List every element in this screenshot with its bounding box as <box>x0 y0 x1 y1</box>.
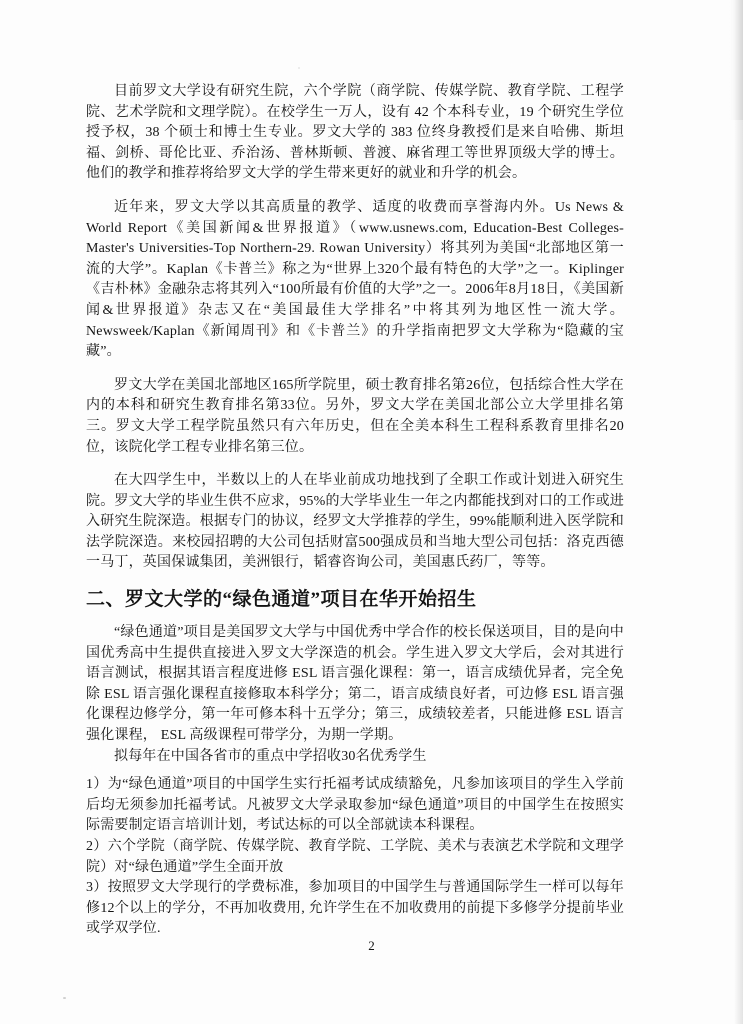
scan-speck <box>63 997 66 999</box>
section-lead-paragraph: “绿色通道”项目是美国罗文大学与中国优秀中学合作的校长保送项目，目的是向中国优秀高中生提供直接进入罗文大学深造的机会。学生进入罗文大学后，会对其进行语言测试，根据其语言程度进修 ESL 语言强化课程：第一，语言成绩优异者，完全免除 ESL 语言强化课程直接修取本科学分；第二，语言成绩良好者，可边修 ESL 语言强化课程边修学分，第一年可修本科十五学分；第三，成绩较差者，只能进修 ESL 语言强化课程， ESL 高级课程可带学分，为期一学期。 <box>86 625 624 744</box>
body-paragraph-university-overview: 目前罗文大学设有研究生院，六个学院（商学院、传媒学院、教育学院、工程学院、艺术学院和文理学院）。在校学生一万人，设有 42 个本科专业，19 个研究生学位授予权，38 个硕士和博士生专业。罗文大学的 383 位终身教授们是来自哈佛、斯坦福、剑桥、哥伦比亚、乔治汤、普林斯顿、普渡、麻省理工等世界顶级大学的博士。他们的教学和推荐将给罗文大学的学生带来更好的就业和升学的机会。 <box>86 84 624 182</box>
scan-edge-shadow-top <box>729 0 743 120</box>
body-paragraph-graduate-outcomes: 在大四学生中，半数以上的人在毕业前成功地找到了全职工作或计划进入研究生院。罗文大学的毕业生供不应求，95%的大学毕业生一年之内都能找到对口的工作或进入研究生院深造。根据专门的协议，经罗文大学推荐的学生，99%能顺利进入医学院和法学院深造。来校园招聘的大公司包括财富500强成员和当地大型公司包括：洛克西德一马丁，英国保诚集团，美洲银行，韬睿咨询公司，美国惠氏药厂，等等。 <box>86 473 624 571</box>
list-item-toefl-waiver: 1）为“绿色通道”项目的中国学生实行托福考试成绩豁免，凡参加该项目的学生入学前后均无须参加托福考试。凡被罗文大学录取参加“绿色通道”项目的中国学生在按照实际需要制定语言培训计划，考试达标的可以全部就读本科课程。 <box>86 777 624 834</box>
page-number: 2 <box>368 938 375 953</box>
scan-speck <box>298 67 300 69</box>
list-item-tuition-credits: 3）按照罗文大学现行的学费标准，参加项目的中国学生与普通国际学生一样可以每年修12个以上的学分，不再加收费用, 允许学生在不加收费用的前提下多修学分提前毕业或学双学位. <box>86 880 624 937</box>
scan-edge-shadow <box>734 0 743 1024</box>
body-paragraph-regional-rankings: 罗文大学在美国北部地区165所学院里，硕士教育排名第26位，包括综合性大学在内的本科和研究生教育排名第33位。另外，罗文大学在美国北部公立大学里排名第三。罗文大学工程学院虽然只有六年历史，但在全美本科生工程科系教育里排名20位，该院化学工程专业排名第三位。 <box>86 377 624 455</box>
numbered-list <box>86 775 624 940</box>
body-paragraph-rankings-press: 近年来，罗文大学以其高质量的教学、适度的收费而享誉海内外。Us News & World Report《美国新闻&世界报道》（www.usnews.com, Education-Best Colleges-Master's Universities-Top Northern-29. Rowan University）将其列为美国“北部地区第一流的大学”。Kaplan《卡普兰》称之为“世界上320个最有特色的大学”之一。Kiplinger《吉朴林》金融杂志将其列入“100所最有价值的大学”之一。2006年8月18日，《美国新闻&世界报道》杂志又在“美国最佳大学排名”中将其列为地区性一流大学。Newsweek/Kaplan《新闻周刊》和《卡普兰》的升学指南把罗文大学称为“隐藏的宝藏”。 <box>86 199 624 360</box>
document-body <box>86 82 624 940</box>
list-item-colleges-open: 2）六个学院（商学院、传媒学院、教育学院、工学院、美术与表演艺术学院和文理学院）对“绿色通道”学生全面开放 <box>86 839 624 875</box>
section-heading-green-channel: 二、罗文大学的“绿色通道”项目在华开始招生 <box>86 589 477 611</box>
recruitment-note: 拟每年在中国各省市的重点中学招收30名优秀学生 <box>114 748 427 764</box>
